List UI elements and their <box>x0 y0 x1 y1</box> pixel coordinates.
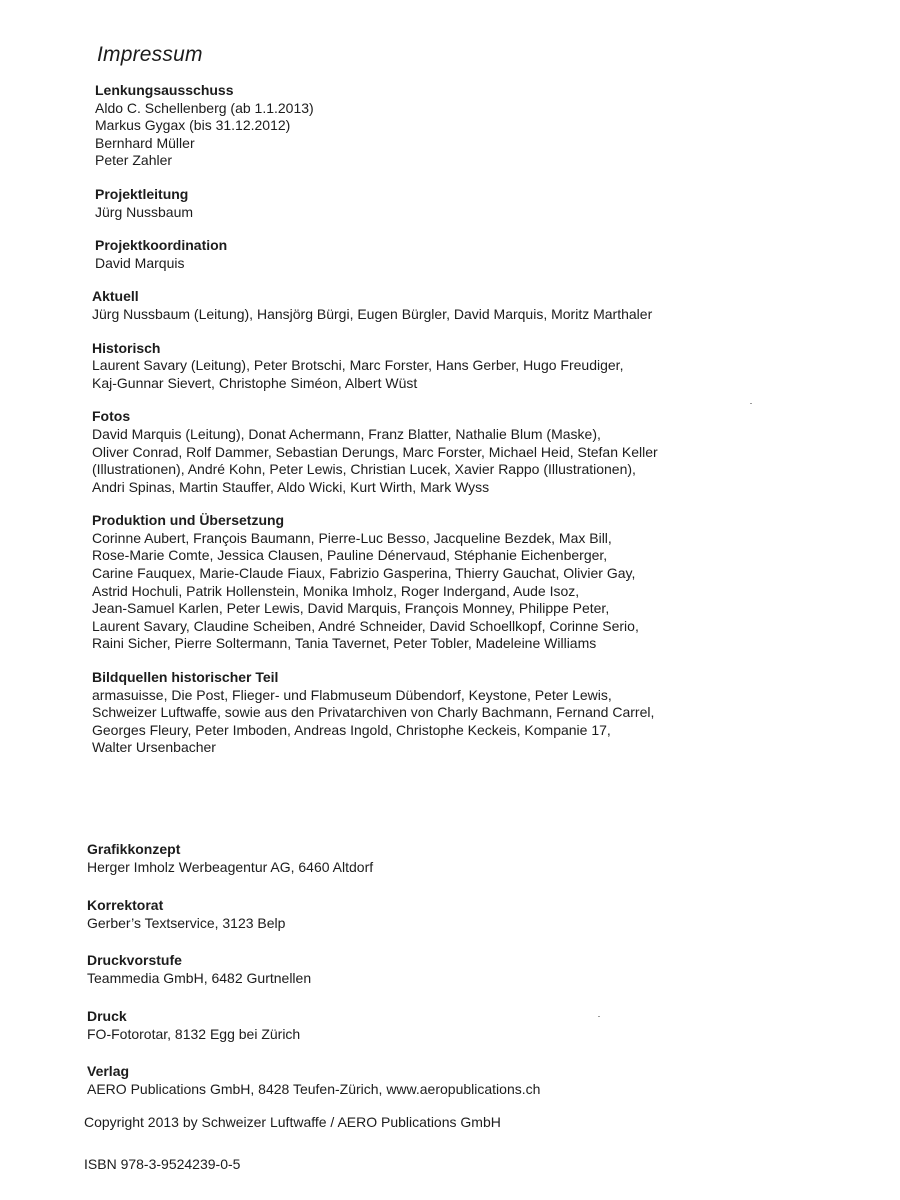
section-fotos <box>92 408 672 496</box>
section-line: AERO Publications GmbH, 8428 Teufen-Zürich, www.aeropublications.ch <box>87 1081 541 1097</box>
section-aktuell <box>92 288 672 323</box>
section-line: Rose-Marie Comte, Jessica Clausen, Pauline Dénervaud, Stéphanie Eichenberger, <box>92 547 608 564</box>
section-heading: Produktion und Übersetzung <box>92 512 285 529</box>
copyright-notice: Copyright 2013 by Schweizer Luftwaffe / AERO Publications GmbH <box>84 1114 501 1130</box>
section-line: Oliver Conrad, Rolf Dammer, Sebastian Derungs, Marc Forster, Michael Heid, Stefan Keller <box>92 443 658 460</box>
isbn: ISBN 978-3-9524239-0-5 <box>84 1156 241 1172</box>
section-line: David Marquis (Leitung), Donat Achermann, Franz Blatter, Nathalie Blum (Maske), <box>92 425 601 442</box>
section-line: Peter Zahler <box>95 152 173 169</box>
section-line: Herger Imholz Werbeagentur AG, 6460 Altdorf <box>87 859 374 875</box>
section-line: Walter Ursenbacher <box>92 739 216 756</box>
section-line: (Illustrationen), André Kohn, Peter Lewis, Christian Lucek, Xavier Rappo (Illustrationen), <box>92 461 636 478</box>
section-line: Jean-Samuel Karlen, Peter Lewis, David Marquis, François Monney, Philippe Peter, <box>92 600 610 617</box>
section-line: Kaj-Gunnar Sievert, Christophe Siméon, Albert Wüst <box>92 374 418 391</box>
section-line: Raini Sicher, Pierre Soltermann, Tania Tavernet, Peter Tobler, Madeleine Williams <box>92 635 597 652</box>
credits-top <box>92 82 672 773</box>
section-projektkoordination <box>95 237 672 272</box>
section-line: Markus Gygax (bis 31.12.2012) <box>95 117 291 134</box>
section-line: Laurent Savary, Claudine Scheiben, André Schneider, David Schoellkopf, Corinne Serio, <box>92 617 639 634</box>
credits-bottom <box>87 840 667 1118</box>
section-line: FO-Fotorotar, 8132 Egg bei Zürich <box>87 1025 301 1042</box>
section-grafikkonzept <box>87 840 667 876</box>
section-projektleitung <box>95 186 672 221</box>
scan-speck <box>750 403 752 404</box>
scan-speck <box>598 1016 600 1017</box>
section-line: Carine Fauquex, Marie-Claude Fiaux, Fabrizio Gasperina, Thierry Gauchat, Olivier Gay, <box>92 565 636 582</box>
section-bildquellen <box>92 669 672 757</box>
section-line: Jürg Nussbaum (Leitung), Hansjörg Bürgi, Eugen Bürgler, David Marquis, Moritz Marthaler <box>92 305 653 322</box>
page-title: Impressum <box>97 43 203 66</box>
section-line: Bernhard Müller <box>95 134 195 151</box>
section-lenkungsausschuss <box>95 82 672 170</box>
section-line: Andri Spinas, Martin Stauffer, Aldo Wicki, Kurt Wirth, Mark Wyss <box>92 478 490 495</box>
section-heading: Projektleitung <box>95 185 189 202</box>
section-historisch <box>92 340 672 393</box>
section-heading: Druckvorstufe <box>87 952 182 968</box>
section-heading: Korrektorat <box>87 896 164 913</box>
section-heading: Grafikkonzept <box>87 841 181 857</box>
section-korrektorat <box>87 896 667 932</box>
section-line: Aldo C. Schellenberg (ab 1.1.2013) <box>95 99 314 116</box>
section-heading: Druck <box>87 1007 127 1024</box>
section-line: Corinne Aubert, François Baumann, Pierre-Luc Besso, Jacqueline Bezdek, Max Bill, <box>92 529 612 546</box>
section-heading: Lenkungsausschuss <box>95 82 234 98</box>
section-line: Gerber’s Textservice, 3123 Belp <box>87 914 286 931</box>
section-line: Schweizer Luftwaffe, sowie aus den Privatarchiven von Charly Bachmann, Fernand Carrel, <box>92 704 655 721</box>
section-verlag <box>87 1062 667 1098</box>
section-line: Jürg Nussbaum <box>95 203 194 220</box>
section-heading: Bildquellen historischer Teil <box>92 669 279 686</box>
section-heading: Fotos <box>92 408 131 425</box>
section-line: Laurent Savary (Leitung), Peter Brotschi, Marc Forster, Hans Gerber, Hugo Freudiger, <box>92 357 624 374</box>
section-line: Georges Fleury, Peter Imboden, Andreas Ingold, Christophe Keckeis, Kompanie 17, <box>92 721 611 738</box>
section-druck <box>87 1007 667 1043</box>
section-druckvorstufe <box>87 951 667 987</box>
section-line: Astrid Hochuli, Patrik Hollenstein, Monika Imholz, Roger Indergand, Aude Isoz, <box>92 582 580 599</box>
section-heading: Aktuell <box>92 288 139 305</box>
section-heading: Verlag <box>87 1063 130 1079</box>
section-line: Teammedia GmbH, 6482 Gurtnellen <box>87 970 312 986</box>
section-heading: Projektkoordination <box>95 237 228 254</box>
section-line: armasuisse, Die Post, Flieger- und Flabmuseum Dübendorf, Keystone, Peter Lewis, <box>92 686 612 703</box>
section-line: David Marquis <box>95 254 185 271</box>
section-heading: Historisch <box>92 339 161 356</box>
section-produktion <box>92 512 672 653</box>
